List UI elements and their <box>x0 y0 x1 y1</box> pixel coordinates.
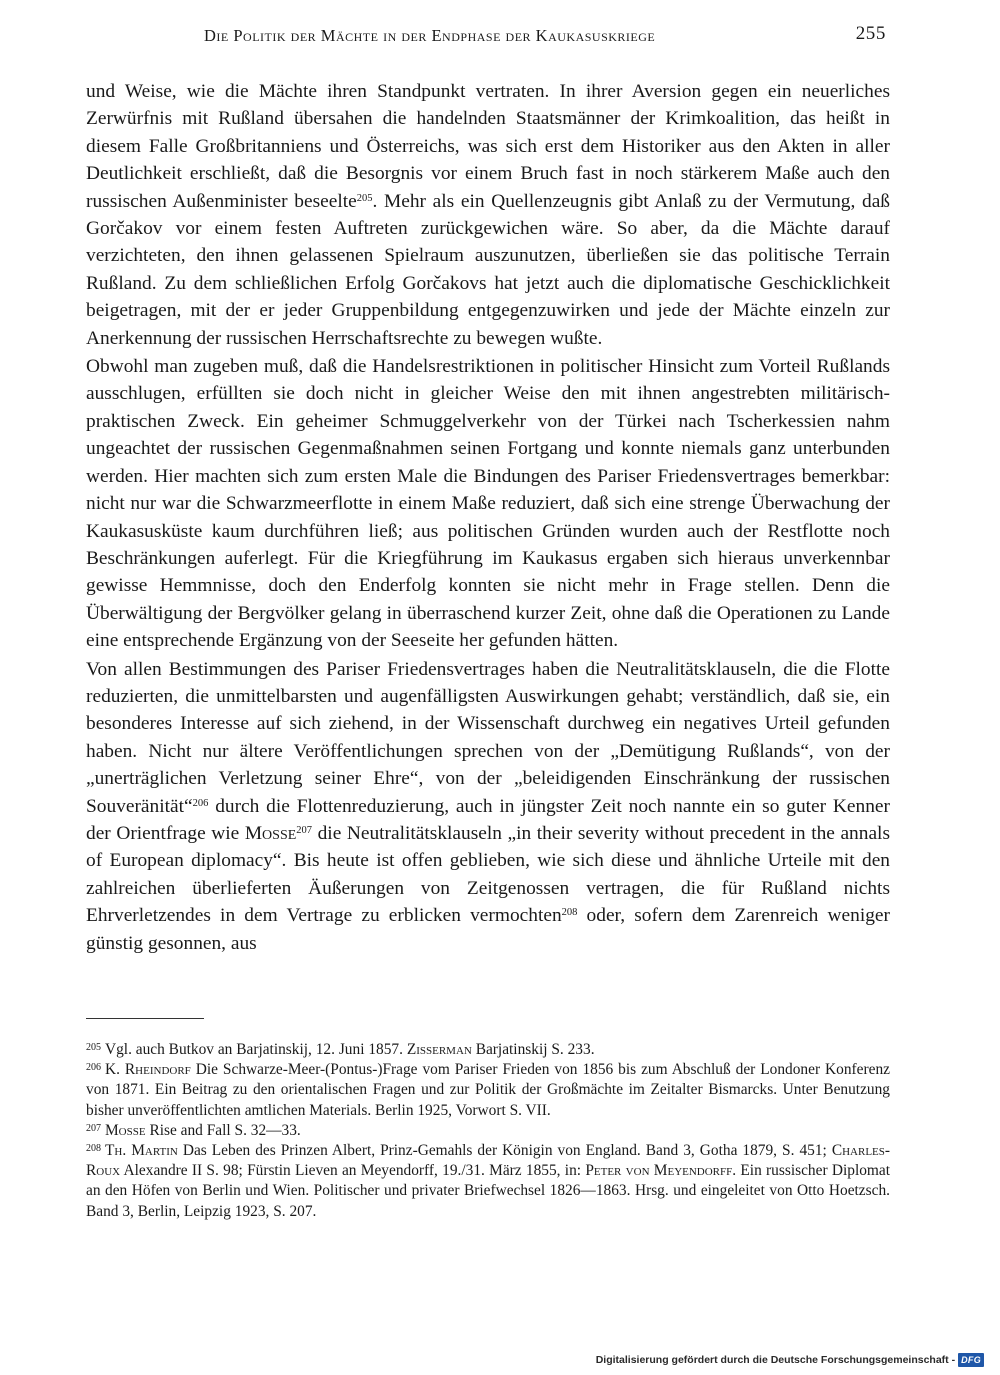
footnote-divider <box>86 1018 204 1019</box>
paragraph-3-text-a: Von allen Bestimmungen des Pariser Friedensvertrages haben die Neutralitätsklauseln, die die Flotte reduzierten, die unmittelbarsten und augenfälligsten Auswirkungen gehabt; verständlich, daß sie, ein besonderes Interesse auf sich ziehend, in der Wissenschaft durchweg ein negatives Urteil gefunden haben. Nicht nur ältere Veröffentlichungen sprechen von der „Demütigung Rußlands“, von der „unerträglichen Verletzung seiner Ehre“, von der „beleidigenden Einschränkung der russischen Souveränität“ <box>86 658 890 817</box>
footnote-author: Peter von Meyendorff <box>585 1162 733 1180</box>
paragraph-3-text-d: oder, sofern dem Zarenreich weniger günstig gesonnen, aus <box>86 905 890 954</box>
footnote-ref-206: 206 <box>192 797 209 809</box>
author-name-mosse: Mosse <box>244 822 297 844</box>
footnote-author: Charles-Roux <box>86 1142 890 1180</box>
footnotes <box>86 1040 890 1222</box>
credit-text: Digitalisierung gefördert durch die Deutsche Forschungsgemeinschaft - <box>595 1354 956 1366</box>
footnote-author: Mosse <box>105 1121 146 1139</box>
footnote-number: 205 <box>86 1042 101 1053</box>
running-title: Die Politik der Mächte in der Endphase der Kaukasuskriege <box>204 26 656 45</box>
main-text <box>86 78 890 957</box>
footnote-text: Vgl. auch Butkov an Barjatinskij, 12. Juni 1857. <box>105 1041 407 1058</box>
footnote-author: K. Rheindorf <box>105 1061 191 1079</box>
footnote-text: Rise and Fall S. 32—33. <box>145 1121 301 1139</box>
footnote-author: Zisserman <box>406 1041 472 1058</box>
footnote-text: Alexandre II S. 98; Fürstin Lieven an Meyendorff, 19./31. März 1855, in: <box>120 1162 586 1180</box>
footnote-206 <box>86 1060 890 1121</box>
paragraph-2: Obwohl man zugeben muß, daß die Handelsrestriktionen in politischer Hinsicht zum Vorteil Rußlands ausschlugen, erfüllten sie doch nicht in gleicher Weise den mit ihnen angestrebten militärisch-praktischen Zweck. Ein geheimer Schmuggelverkehr von der Türkei nach Tscherkessien nahm ungeachtet der russischen Gegenmaßnahmen seinen Fortgang und konnte niemals ganz unterbunden werden. Hier machten sich zum ersten Male die Bindungen des Pariser Friedensvertrages bemerkbar: nicht nur war die Schwarzmeerflotte in einem Maße reduziert, daß sich eine strenge Überwachung der Kaukasusküste kaum durchführen ließ; aus politischen Gründen wurden auch der Restflotte noch Beschränkungen auferlegt. Für die Kriegführung im Kaukasus ergaben sich hieraus unverkennbar gewisse Hemmnisse, doch den Enderfolg konnten sie nicht mehr in Frage stellen. Denn die Überwältigung der Bergvölker gelang in überraschend kurzer Zeit, ohne daß die Operationen zu Lande eine entsprechende Ergänzung von der Seeseite her gefunden hätten. <box>86 356 890 652</box>
footnote-author: Th. Martin <box>105 1142 178 1160</box>
footnote-208 <box>86 1141 890 1222</box>
paragraph-3-text-c: die Neutralitätsklauseln „in their severity without precedent in the annals of European diplomacy“. Bis heute ist offen geblieben, wie sich diese und ähnliche Urteile mit den zahlreichen überlieferten Äußerungen von Zeitgenossen vertragen, die für Rußland nichts Ehrverletzendes in dem Vertrage zu erblicken vermochten <box>86 822 890 927</box>
footnote-number: 206 <box>86 1062 101 1074</box>
footnote-text: Die Schwarze-Meer-(Pontus-)Frage vom Pariser Frieden von 1856 bis zum Abschluß der Londoner Konferenz von 1871. Ein Beitrag zu den orientalischen Fragen und zur Politik der Großmächte im Zeitalter Bismarcks. Unter Benutzung bisher unveröffentlichten amtlichen Materials. Berlin 1925, Vorwort S. VII. <box>86 1061 890 1119</box>
page-header <box>86 20 892 54</box>
footnote-text: . Ein russischer Diplomat an den Höfen von Berlin und Wien. Politischer und privater Briefwechsel 1826—1863. Hrsg. und eingeleitet von Otto Hoetzsch. Band 3, Berlin, Leipzig 1923, S. 207. <box>86 1162 891 1220</box>
footnote-text: Das Leben des Prinzen Albert, Prinz-Gemahls der Königin von England. Band 3, Gotha 1879, S. 451; <box>177 1142 832 1160</box>
footnote-number: 208 <box>86 1143 101 1155</box>
footnote-207 <box>86 1121 890 1141</box>
footnote-205 <box>86 1040 890 1060</box>
paragraph-1-text-a: und Weise, wie die Mächte ihren Standpunkt vertraten. In ihrer Aversion gegen ein neuerliches Zerwürfnis mit Rußland übersahen die handelnden Staatsmänner der Krimkoalition, das heißt in diesem Falle Großbritanniens und Österreichs, was sich erst dem Historiker aus den Akten in aller Deutlichkeit erschließt, daß die Besorgnis vor einem Bruch fast in noch stärkerem Maße auch den russischen Außenminister beseelte <box>86 81 890 212</box>
paragraph-3-text-b: durch die Flottenreduzierung, auch in jüngster Zeit noch nannte ein so guter Kenner der Orientfrage wie <box>86 795 890 844</box>
footnote-ref-207: 207 <box>296 824 313 836</box>
dfg-logo-icon: DFG <box>958 1353 984 1367</box>
footnote-ref-205: 205 <box>356 192 373 204</box>
page-number: 255 <box>855 23 886 44</box>
footnote-number: 207 <box>86 1122 101 1134</box>
paragraph-1-text-b: . Mehr als ein Quellenzeugnis gibt Anlaß zu der Vermutung, daß Gorčakov vor einem festen Auftreten zurückgewichen wäre. So aber, da die Mächte darauf verzichteten, den ihnen gelassenen Spielraum auszunutzen, überließen sie das politische Terrain Rußland. Zu dem schließlichen Erfolg Gorčakovs hat jetzt auch die diplomatische Geschicklichkeit beigetragen, mit der er jeder Gruppenbildung entgegenzuwirken und jede der Mächte einzeln zur Anerkennung der russischen Herrschaftsrechte zu bewegen wußte. <box>86 190 890 349</box>
footnote-text: Barjatinskij S. 233. <box>471 1041 595 1058</box>
digitization-credit <box>596 1351 984 1369</box>
paragraph-3 <box>86 656 890 957</box>
footnote-ref-208: 208 <box>561 907 578 919</box>
paragraph-1 <box>86 78 890 352</box>
